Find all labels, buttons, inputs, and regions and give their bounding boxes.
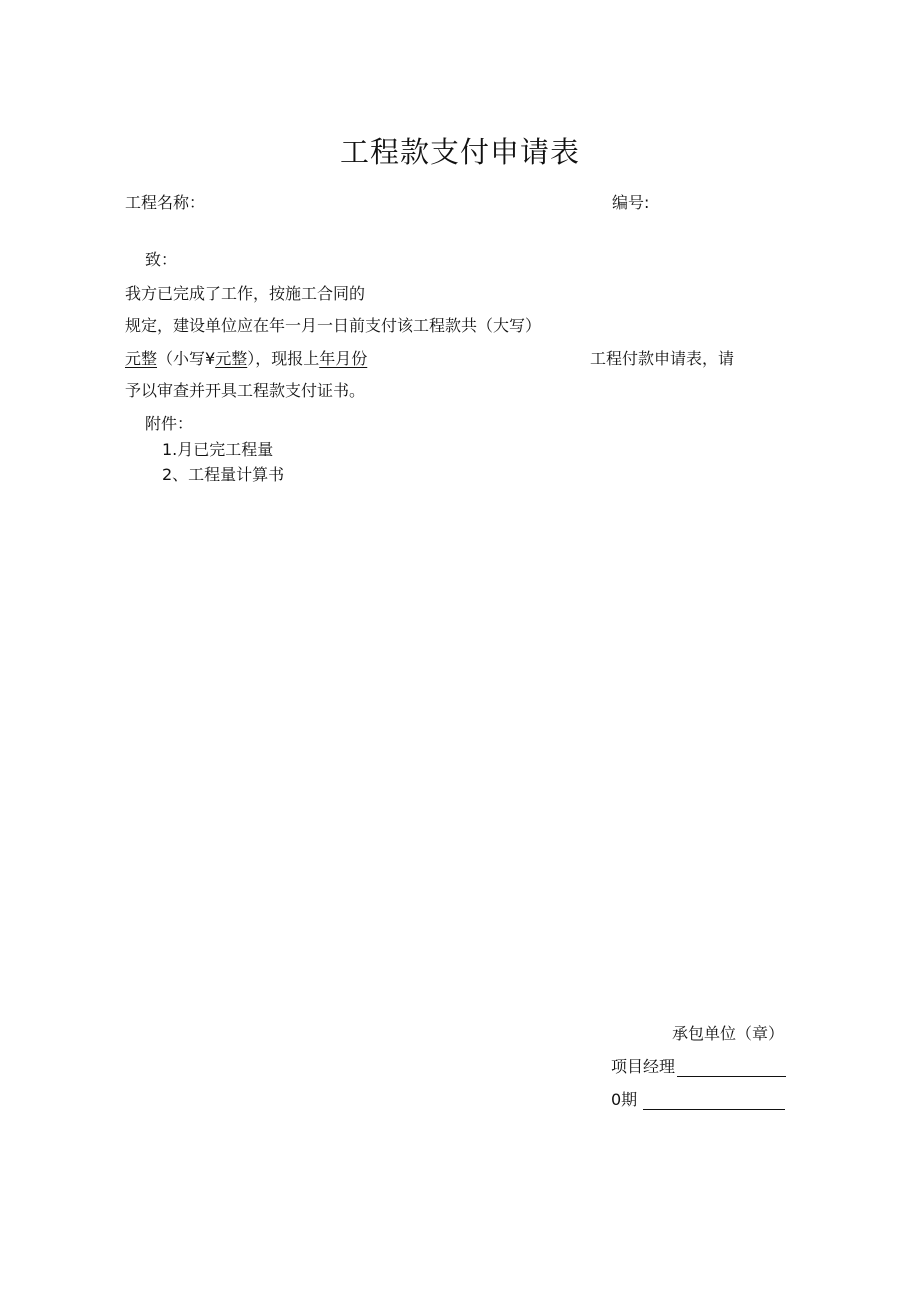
amount-capital-blank: 元整 xyxy=(125,349,158,368)
project-manager-label: 项目经理 xyxy=(611,1057,676,1076)
attachment-item-1: 1.月已完工程量 xyxy=(162,440,274,459)
body-line-3 xyxy=(125,349,367,369)
number-label: 编号: xyxy=(612,193,650,212)
report-text: ），现报上 xyxy=(247,349,320,368)
body-line-2: 规定，建设单位应在年一月一日前支付该工程款共（大写） xyxy=(125,316,542,335)
date-row xyxy=(611,1090,785,1110)
to-label: 致： xyxy=(145,250,178,269)
amount-small-prefix: （小写¥ xyxy=(157,349,216,368)
project-name-label: 工程名称： xyxy=(125,193,206,212)
body-line-3-right: 工程付款申请表，请 xyxy=(590,349,735,368)
page-title: 工程款支付申请表 xyxy=(339,135,580,169)
body-line-1: 我方已完成了工作，按施工合同的 xyxy=(125,284,366,303)
date-label: 0期 xyxy=(611,1090,638,1109)
project-manager-line xyxy=(677,1059,786,1077)
contractor-seal-label: 承包单位（章） xyxy=(672,1024,785,1043)
body-line-4: 予以审查并开具工程款支付证书。 xyxy=(125,381,366,400)
date-line xyxy=(643,1092,785,1110)
attachment-item-2: 2、工程量计算书 xyxy=(162,465,285,484)
project-manager-row xyxy=(611,1057,786,1077)
amount-small-blank: 元整 xyxy=(215,349,248,368)
attachments-label: 附件： xyxy=(145,414,194,433)
period-blank: 年月份 xyxy=(319,349,368,368)
